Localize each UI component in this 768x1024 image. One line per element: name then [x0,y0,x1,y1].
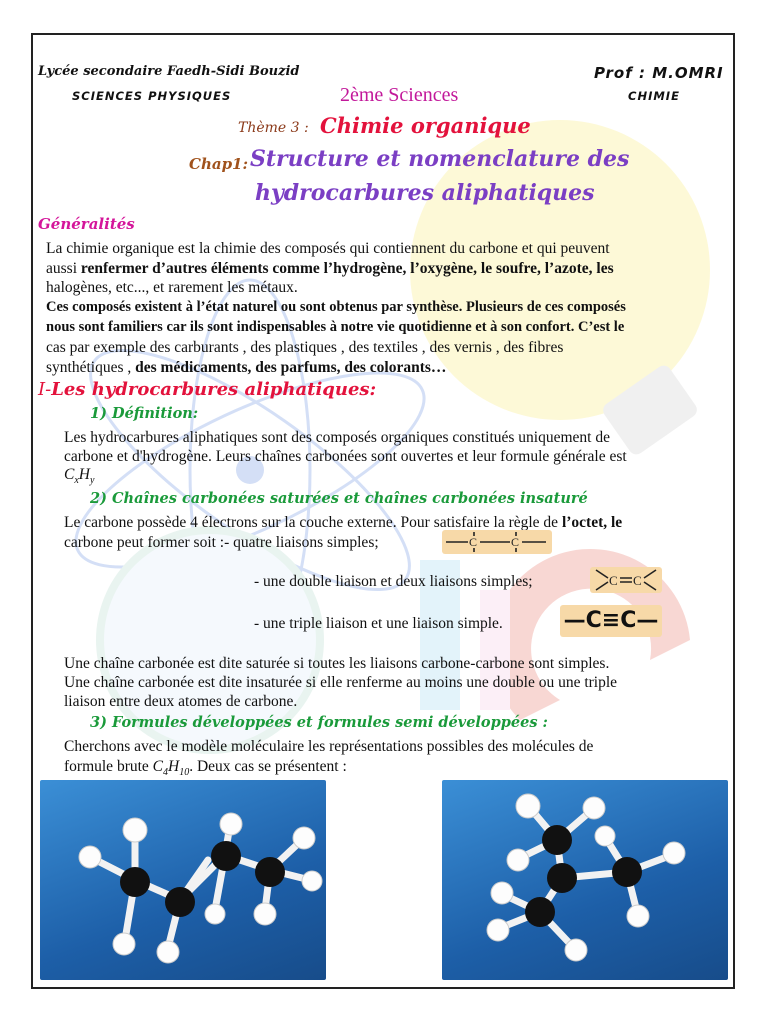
formula-c: C [64,466,75,483]
single-bonds-diagram [442,530,552,554]
gen-p1-line1: La chimie organique est la chimie des composés qui contiennent du carbone et qui peuvent [46,240,610,257]
gen-p1-line3: halogènes, etc..., et rarement les métaux. [46,279,298,296]
triple-bond-text: - une triple liaison et une liaison simple. [254,615,503,632]
svg-text:C: C [633,573,642,588]
school-name: Lycée secondaire Faedh-Sidi Bouzid [38,64,300,79]
formula-y: y [90,475,95,487]
gen-p2-line4-a: synthétiques , [46,359,136,376]
brute-formula [152,758,190,779]
generalites-heading: Généralités [38,215,135,233]
double-bond-text: - une double liaison et deux liaisons simples; [254,573,533,590]
bf-4: 4 [163,767,169,779]
gen-p2-line1: Ces composés existent à l’état naturel ou sont obtenus par synthèse. Plusieurs de ces composés [46,299,626,315]
definition-heading: 1) Définition: [90,405,199,422]
chains-line1-a: Le carbone possède 4 électrons sur la couche externe. Pour satisfaire la règle de [64,514,562,531]
gen-p2-line4-b: des médicaments, des parfums, des colorants… [135,359,447,376]
saturated-line3: liaison entre deux atomes de carbone. [64,693,298,710]
svg-text:C: C [609,573,618,588]
chains-line1-b: l’octet, le [561,514,623,531]
def-line2: carbone et d'hydrogène. Leurs chaînes carbonées sont ouvertes et leur formule générale est [64,448,627,465]
chapter-title-line2: hydrocarbures aliphatiques [255,180,595,206]
formula-h: H [78,466,90,483]
triple-bond-diagram: —C≡C— [560,605,662,637]
double-bond-diagram [590,567,662,593]
gen-p2-line4 [46,358,446,377]
formula-x: x [74,475,79,487]
gen-p1-line2-b: renfermer d’autres éléments comme l’hydrogène, l’oxygène, le soufre, l’azote, les [80,260,614,277]
molecule-model-icon [442,780,728,980]
general-formula [64,466,94,486]
section-1-heading [38,379,376,400]
gen-p1-line2-a: aussi [46,260,81,277]
formulas-line1: Cherchons avec le modèle moléculaire les représentations possibles des molécules de [64,738,594,755]
formulas-line2-a: formule brute [64,758,153,775]
formulas-heading: 3) Formules développées et formules semi développées : [90,714,548,731]
prof-label: Prof : M.OMRI [594,64,724,82]
formulas-line2-b: . Deux cas se présentent : [189,758,347,775]
chains-line2: carbone peut former soit :- quatre liaisons simples; [64,534,379,551]
chapter-label: Chap1: [189,155,249,173]
saturated-line2: Une chaîne carbonée est dite insaturée si elle renferme au moins une double ou une triple [64,674,618,691]
section-number: I- [38,379,52,400]
chapter-title-line1: Structure et nomenclature des [250,146,630,172]
bf-h: H [168,758,180,775]
svg-text:C: C [469,535,478,549]
gen-p2-line2: nous sont familiers car ils sont indispensables à notre vie quotidienne et à son confort. C’est le [46,319,625,335]
theme-label: Thème 3 : [238,120,309,136]
subject-label: CHIMIE [628,89,680,103]
bf-c: C [152,758,164,775]
molecule-model-photo-2 [442,780,728,980]
svg-text:C: C [511,535,520,549]
def-line1: Les hydrocarbures aliphatiques sont des composés organiques constitués uniquement de [64,429,610,446]
department-label: SCIENCES PHYSIQUES [72,89,232,103]
molecule-model-icon [40,780,326,980]
saturated-line1: Une chaîne carbonée est dite saturée si toutes les liaisons carbone-carbone sont simples. [64,655,610,672]
molecule-model-photo-1 [40,780,326,980]
section-title: Les hydrocarbures aliphatiques: [51,379,377,400]
gen-p1-line2 [46,259,614,278]
formulas-line2 [64,757,347,782]
level-label: 2ème Sciences [340,84,459,106]
bf-10: 10 [179,767,190,779]
gen-p2-line3: cas par exemple des carburants , des plastiques , des textiles , des vernis , des fibres [46,339,564,356]
chains-heading: 2) Chaînes carbonées saturées et chaînes carbonées insaturé [90,490,588,507]
theme-title: Chimie organique [320,113,531,138]
